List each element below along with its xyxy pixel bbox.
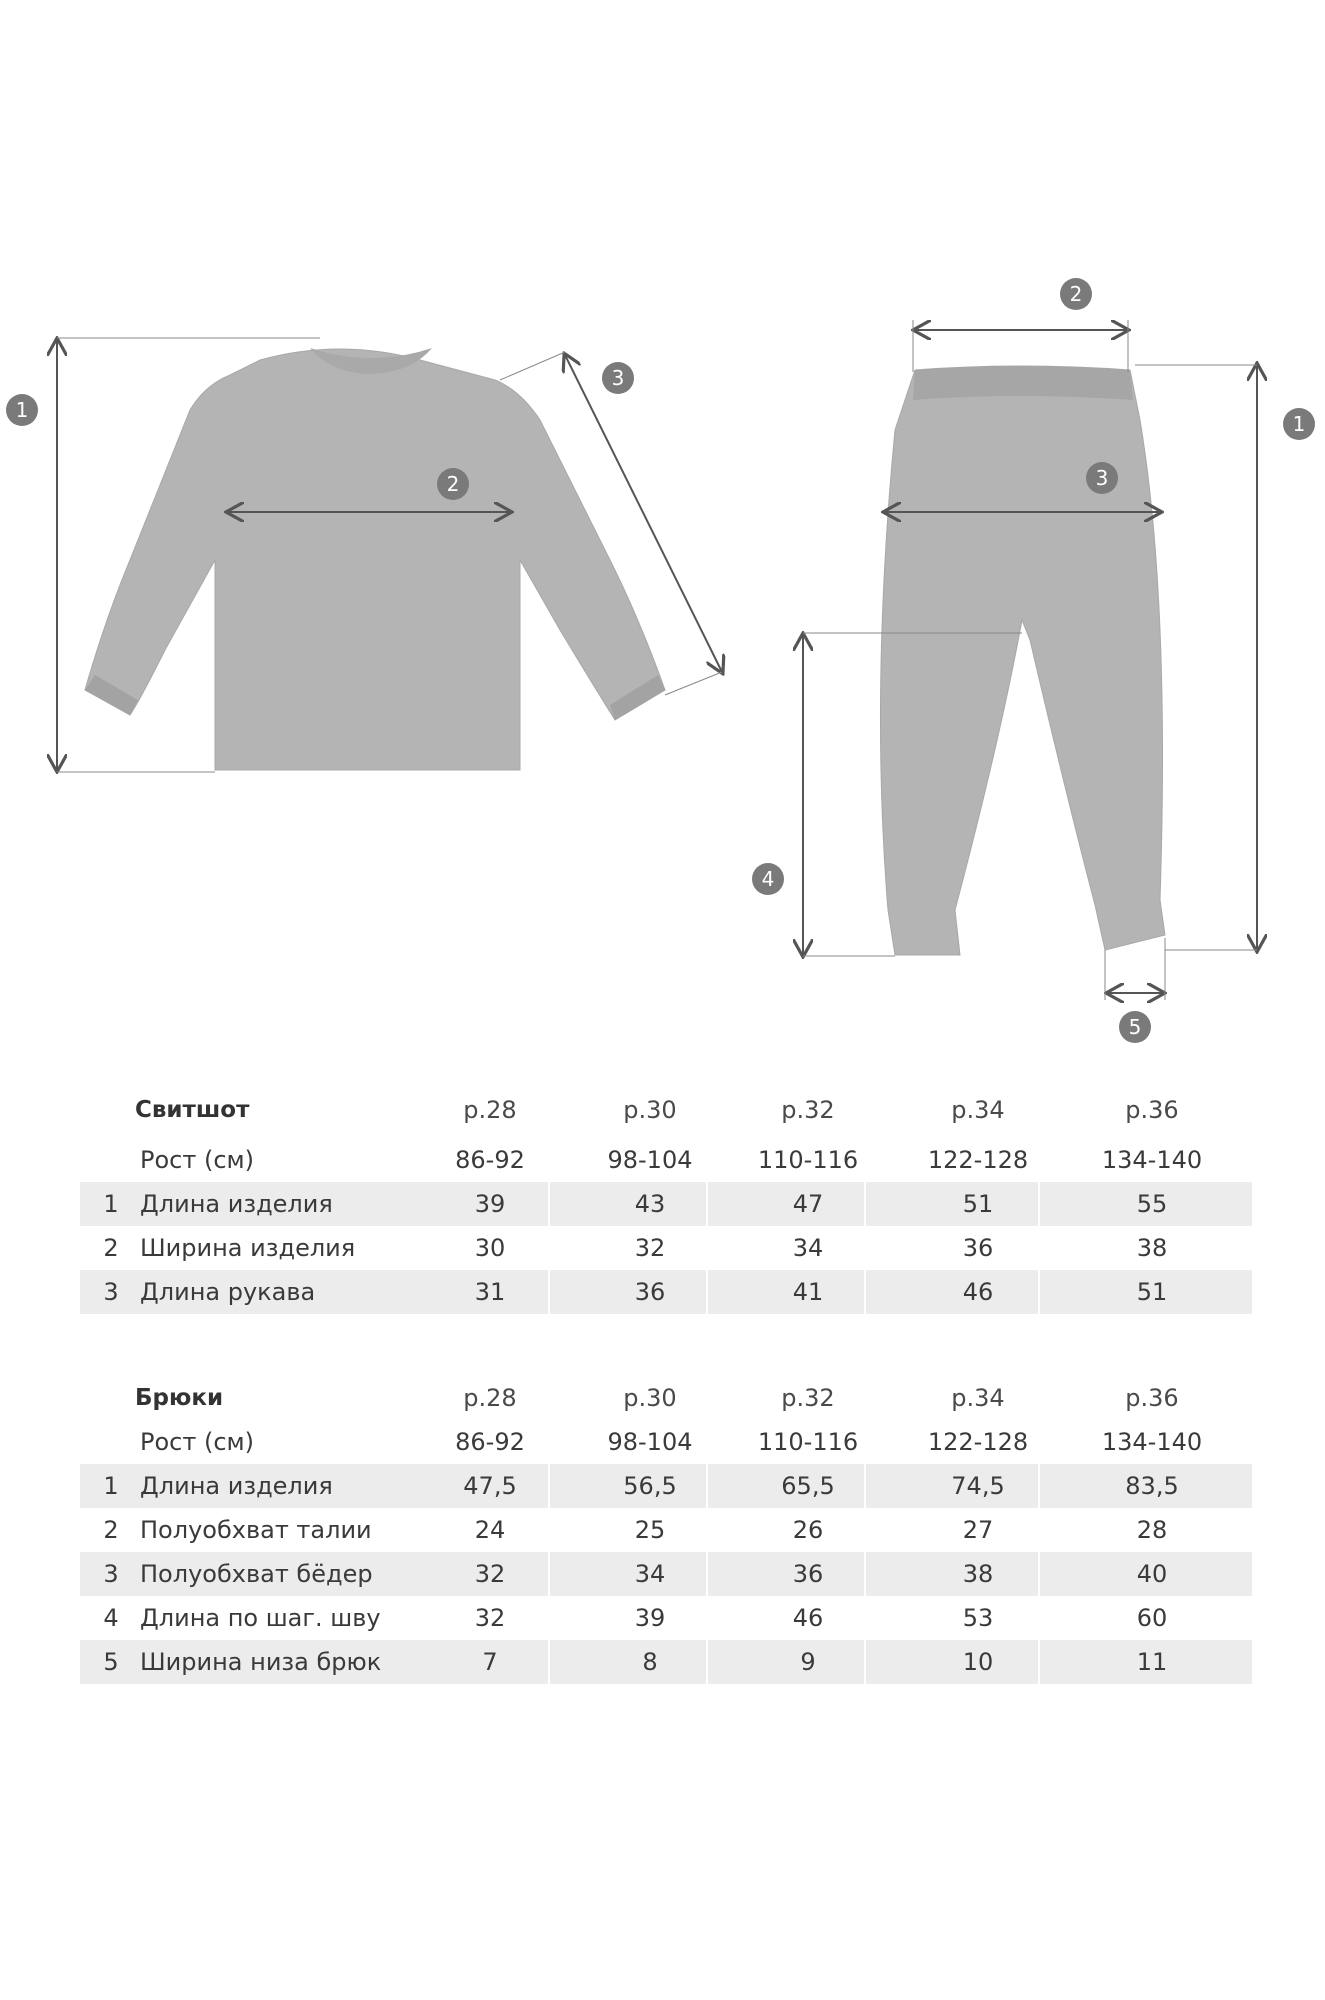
sweatshirt-size-table: [80, 1088, 1252, 1314]
row-value: 8: [642, 1648, 658, 1676]
table-row: [80, 1270, 1252, 1314]
row-value: 46: [792, 1604, 824, 1632]
row-value: 36: [792, 1560, 824, 1588]
row-label: Ширина низа брюк: [140, 1648, 382, 1676]
row-value: 51: [1136, 1278, 1168, 1306]
row-value: 39: [634, 1604, 666, 1632]
row-value: 34: [634, 1560, 666, 1588]
height-value: 98-104: [607, 1146, 693, 1174]
table-row: [80, 1640, 1252, 1684]
table-row: [80, 1226, 1252, 1270]
row-number: 5: [103, 1648, 119, 1676]
size-col-32: р.32: [781, 1384, 835, 1412]
row-value: 31: [474, 1278, 506, 1306]
row-value: 11: [1136, 1648, 1168, 1676]
row-value: 65,5: [781, 1472, 835, 1500]
size-col-28: р.28: [463, 1096, 517, 1124]
row-label: Ширина изделия: [140, 1234, 356, 1262]
pants-title: Брюки: [135, 1385, 224, 1411]
row-number: 2: [103, 1516, 119, 1544]
height-label: Рост (см): [140, 1146, 254, 1174]
row-value: 60: [1136, 1604, 1168, 1632]
row-value: 41: [792, 1278, 824, 1306]
height-value: 86-92: [455, 1146, 525, 1174]
row-label: Длина изделия: [140, 1190, 333, 1218]
sweatshirt-marker-2: 2: [437, 468, 469, 500]
row-value: 51: [962, 1190, 994, 1218]
pants-header-row: [80, 1376, 1252, 1420]
row-value: 46: [962, 1278, 994, 1306]
size-col-32: р.32: [781, 1096, 835, 1124]
row-value: 9: [800, 1648, 816, 1676]
row-value: 38: [1136, 1234, 1168, 1262]
row-label: Полуобхват талии: [140, 1516, 372, 1544]
row-number: 4: [103, 1604, 119, 1632]
row-value: 43: [634, 1190, 666, 1218]
row-value: 83,5: [1125, 1472, 1179, 1500]
pants-icon: [880, 366, 1165, 955]
row-value: 47,5: [463, 1472, 517, 1500]
row-value: 36: [962, 1234, 994, 1262]
pants-marker-1: 1: [1283, 408, 1315, 440]
pants-size-table: [80, 1376, 1252, 1684]
row-label: Полуобхват бёдер: [140, 1560, 373, 1588]
row-value: 27: [962, 1516, 994, 1544]
table-row: [80, 1552, 1252, 1596]
height-value: 86-92: [455, 1428, 525, 1456]
pants-marker-2: 2: [1060, 278, 1092, 310]
row-label: Длина рукава: [140, 1278, 316, 1306]
row-value: 38: [962, 1560, 994, 1588]
row-number: 3: [103, 1560, 119, 1588]
row-label: Длина по шаг. шву: [140, 1604, 381, 1632]
row-value: 25: [634, 1516, 666, 1544]
row-value: 7: [482, 1648, 498, 1676]
row-value: 34: [792, 1234, 824, 1262]
height-label: Рост (см): [140, 1428, 254, 1456]
pants-marker-4: 4: [752, 863, 784, 895]
row-value: 32: [474, 1560, 506, 1588]
row-number: 3: [103, 1278, 119, 1306]
row-value: 39: [474, 1190, 506, 1218]
pants-marker-3: 3: [1086, 462, 1118, 494]
height-value: 134-140: [1101, 1428, 1203, 1456]
row-value: 32: [474, 1604, 506, 1632]
table-row: [80, 1508, 1252, 1552]
table-row: [80, 1464, 1252, 1508]
sweatshirt-marker-3: 3: [602, 362, 634, 394]
row-value: 55: [1136, 1190, 1168, 1218]
row-value: 10: [962, 1648, 994, 1676]
row-number: 1: [103, 1472, 119, 1500]
row-value: 30: [474, 1234, 506, 1262]
height-value: 134-140: [1101, 1146, 1203, 1174]
size-col-30: р.30: [623, 1384, 677, 1412]
height-value: 98-104: [607, 1428, 693, 1456]
size-col-34: р.34: [951, 1096, 1005, 1124]
size-col-36: р.36: [1125, 1096, 1179, 1124]
sweatshirt-title: Свитшот: [135, 1097, 250, 1123]
table-row: [80, 1596, 1252, 1640]
height-value: 110-116: [757, 1428, 859, 1456]
row-value: 28: [1136, 1516, 1168, 1544]
sweatshirt-marker-1: 1: [6, 394, 38, 426]
row-value: 36: [634, 1278, 666, 1306]
size-col-36: р.36: [1125, 1384, 1179, 1412]
pants-marker-5: 5: [1119, 1011, 1151, 1043]
row-value: 47: [792, 1190, 824, 1218]
row-number: 2: [103, 1234, 119, 1262]
height-value: 122-128: [927, 1146, 1029, 1174]
pants-height-row: [80, 1420, 1252, 1464]
row-value: 56,5: [623, 1472, 677, 1500]
size-col-34: р.34: [951, 1384, 1005, 1412]
row-value: 32: [634, 1234, 666, 1262]
sweatshirt-height-row: [80, 1138, 1252, 1182]
row-value: 26: [792, 1516, 824, 1544]
sweatshirt-icon: [85, 348, 665, 770]
height-value: 122-128: [927, 1428, 1029, 1456]
row-value: 40: [1136, 1560, 1168, 1588]
table-row: [80, 1182, 1252, 1226]
row-value: 53: [962, 1604, 994, 1632]
row-value: 24: [474, 1516, 506, 1544]
row-label: Длина изделия: [140, 1472, 333, 1500]
height-value: 110-116: [757, 1146, 859, 1174]
row-value: 74,5: [951, 1472, 1005, 1500]
size-col-28: р.28: [463, 1384, 517, 1412]
size-col-30: р.30: [623, 1096, 677, 1124]
row-number: 1: [103, 1190, 119, 1218]
sweatshirt-header-row: [80, 1088, 1252, 1132]
